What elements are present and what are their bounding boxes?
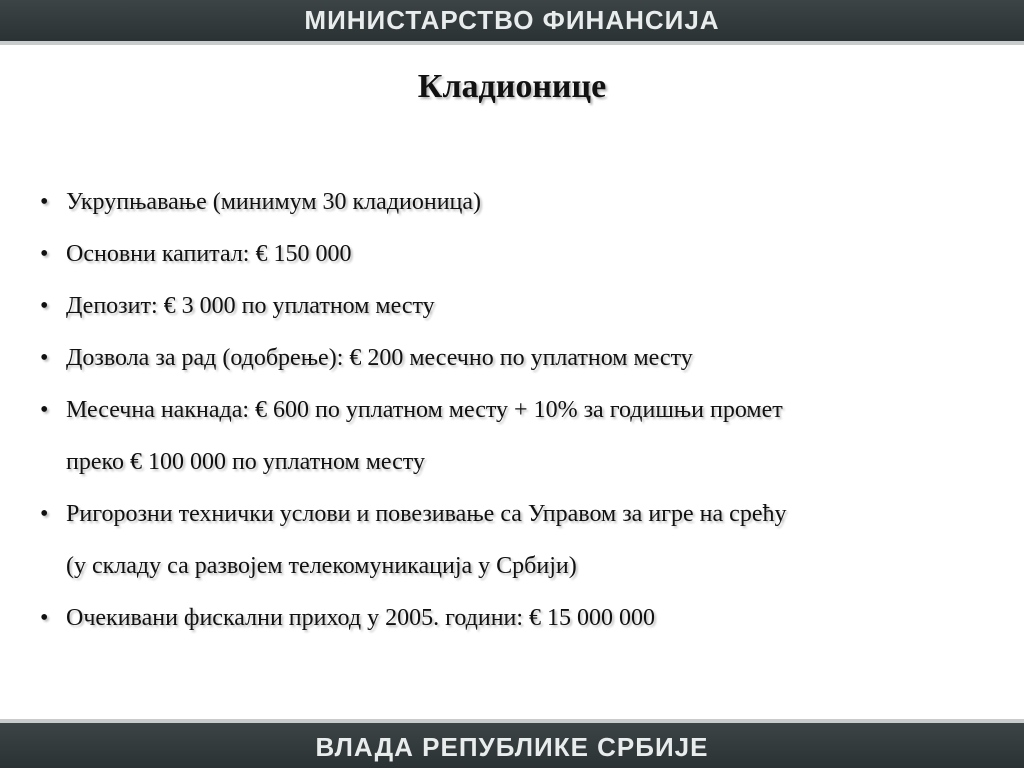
bullet-item-4 [40,332,1000,384]
footer-banner [0,723,1024,768]
slide-title: Кладионице [417,68,607,105]
bullet-text: Укрупњавање (минимум 30 кладионица) [66,189,482,215]
bullet-text-line-2: (у складу са развојем телекомуникација у Србији) [66,553,577,579]
bullet-dot: • [40,605,49,631]
bullet-text: Основни капитал: € 150 000 [66,241,352,267]
bullet-text: Очекивани фискални приход у 2005. години: € 15 000 000 [66,605,656,631]
bullet-text: Дозвола за рад (одобрење): € 200 месечно по уплатном месту [66,345,693,371]
bullet-list [40,176,1000,644]
bullet-dot: • [40,397,49,423]
bullet-text-line-1: Ригорозни технички услови и повезивање са Управом за игре на срећу [66,501,787,527]
bullet-text-line-1: Месечна накнада: € 600 по уплатном месту + 10% за годишњи промет [66,397,783,423]
header-banner [0,0,1024,41]
bullet-dot: • [40,345,49,371]
bullet-text: Депозит: € 3 000 по уплатном месту [66,293,435,319]
bullet-dot: • [40,293,49,319]
bullet-item-5 [40,384,1000,488]
bullet-dot: • [40,189,49,215]
bullet-item-3 [40,280,1000,332]
bullet-item-7 [40,592,1000,644]
header-divider [0,41,1024,45]
bullet-text-line-2: преко € 100 000 по уплатном месту [66,449,425,475]
bullet-dot: • [40,501,49,527]
bullet-dot: • [40,241,49,267]
bullet-item-1 [40,176,1000,228]
header-banner-text: МИНИСТАРСТВО ФИНАНСИЈА [304,5,720,35]
bullet-item-2 [40,228,1000,280]
footer-banner-text: ВЛАДА РЕПУБЛИКЕ СРБИЈЕ [315,732,709,762]
bullet-item-6 [40,488,1000,592]
